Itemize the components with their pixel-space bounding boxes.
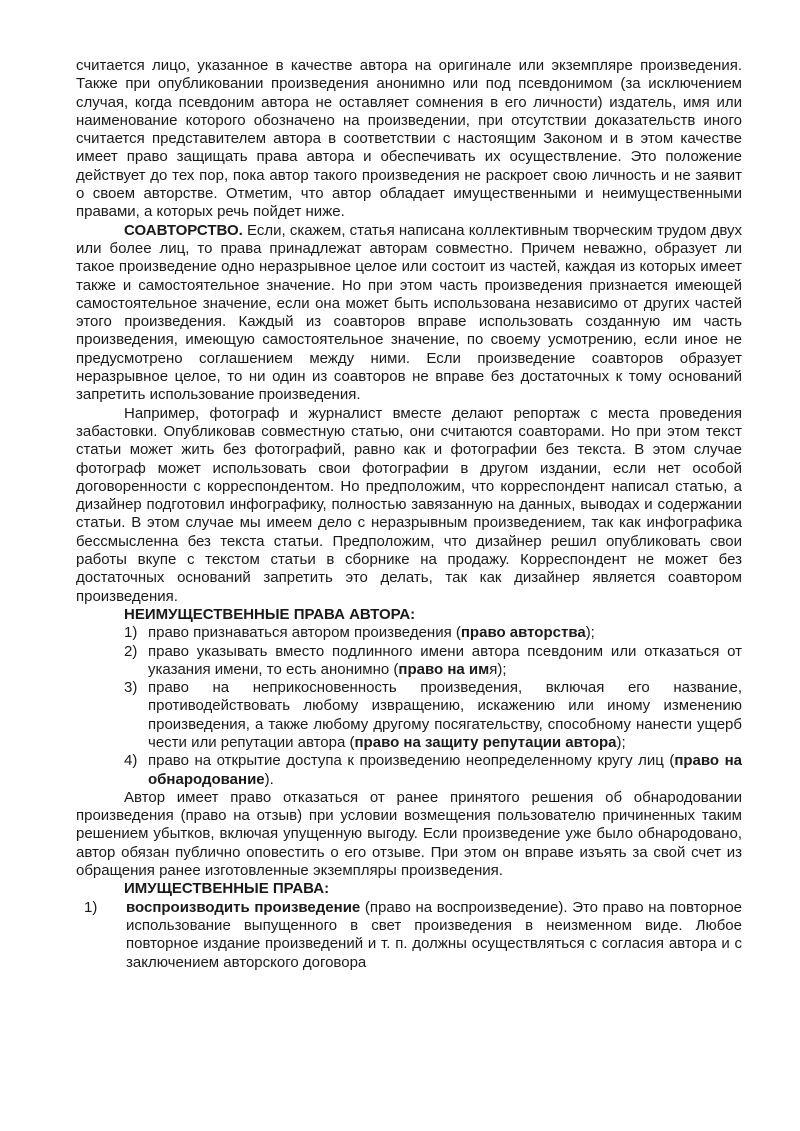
list-item-term: право авторства [460,624,586,642]
list-item-term: право на защиту репутации автора [354,733,617,751]
list-item-text: право признаваться автором произведения ( [148,624,461,642]
paragraph-coauthorship [76,222,742,405]
list-item-text: ); [585,624,595,642]
list-item-number: 2) [124,642,138,660]
list-item-number: 1) [84,898,98,916]
list-item-number: 3) [124,679,138,697]
list-item-text: (право на воспроизведение). Это право на повторное использование выпущенного в свет произведения в неизменном виде. Любое повторное издание произведений и т. п. должны осуществляться с согласия автора и с заключением авторского договора [126,898,742,971]
list-item [76,899,742,972]
list-item-text: я); [489,660,507,678]
list-item [76,643,742,680]
list-item-text: право указывать вместо подлинного имени автора псевдоним или отказаться от указания имени, то есть анонимно ( [148,642,742,678]
list-item-text: право на открытие доступа к произведению неопределенному кругу лиц ( [148,752,675,770]
list-item [76,624,742,642]
list-item [76,752,742,789]
list-item-text: ); [616,733,626,751]
list-item-term: воспроизводить произведение [126,898,361,916]
list-item-number: 4) [124,752,138,770]
list-item-number: 1) [124,624,138,642]
paragraph-withdrawal: Автор имеет право отказаться от ранее принятого решения об обнародовании произведения (право на отзыв) при условии возмещения пользователю причиненных таким решением убытков, включая упущенную выгоду. Если произведение уже было обнародовано, автор обязан публично оповестить о его отзыве. При этом он вправе изъять за свой счет из обращения ранее изготовленные экземпляры произведения. [76,788,742,880]
list-item-term: право на им [398,660,490,678]
heading-moral-rights: НЕИМУЩЕСТВЕННЫЕ ПРАВА АВТОРА: [124,605,416,623]
list-item [76,679,742,752]
paragraph-authorship: считается лицо, указанное в качестве автора на оригинале или экземпляре произведения. Также при опубликовании произведения анонимно или под псевдонимом (за исключением случая, когда псевдоним автора не оставляет сомнения в его личности) издатель, имя или наименование которого обозначено на произведении, при отсутствии доказательств иного считается представителем автора в соответствии с настоящим Законом и в этом качестве имеет право защищать права автора и обеспечивать их осуществление. Это положение действует до тех пор, пока автор такого произведения не раскроет свою личность и не заявит о своем авторстве. Отметим, что автор обладает имущественными и неимущественными правами, а которых речь пойдет ниже. [76,57,742,221]
list-item-text: ). [264,770,274,788]
property-rights-list [76,899,742,972]
heading-property-rights: ИМУЩЕСТВЕННЫЕ ПРАВА: [124,880,330,898]
coauthorship-term: СОАВТОРСТВО. [124,221,243,239]
paragraph-example: Например, фотограф и журналист вместе делают репортаж с места проведения забастовки. Опубликовав совместную статью, они считаются соавторами. Но при этом текст статьи может жить без фотографий, равно как и фотографии без текста. В этом случае фотограф может использовать свои фотографии в другом издании, если нет особой договоренности с корреспондентом. Но предположим, что корреспондент написал статью, а дизайнер подготовил инфографику, полностью завязанную на данных, выводах и содержании статьи. В этом случае мы имеем дело с неразрывным произведением, так как инфографика бессмысленна без текста статьи. Предположим, что дизайнер решил опубликовать свои работы вкупе с текстом статьи в сборнике на продажу. Корреспондент не может без достаточных оснований запретить это делать, так как дизайнер является соавтором произведения. [76,404,742,605]
list-item-term: право на обнародование [148,752,742,788]
moral-rights-list [76,624,742,789]
coauthorship-text: Если, скажем, статья написана коллективным творческим трудом двух или более лиц, то права принадлежат авторам совместно. Причем неважно, образует ли такое произведение одно неразрывное целое или состоит из частей, каждая из которых имеет также и самостоятельное значение. Но при этом часть произведения признается имеющей самостоятельное значение, если она может быть использована независимо от других частей этого произведения. Каждый из соавторов вправе использовать созданную им часть произведения, имеющую самостоятельное значение, по своему усмотрению, если иное не предусмотрено соглашением между ними. Если произведение соавторов образует неразрывное целое, то ни один из соавторов не вправе без достаточных к тому оснований запретить использование произведения. [76,221,742,404]
list-item-text: право на неприкосновенность произведения, включая его название, противодействовать любому извращению, искажению или иному изменению произведения, а также любому другому посягательству, способному нанести ущерб чести или репутации автора ( [148,679,742,751]
